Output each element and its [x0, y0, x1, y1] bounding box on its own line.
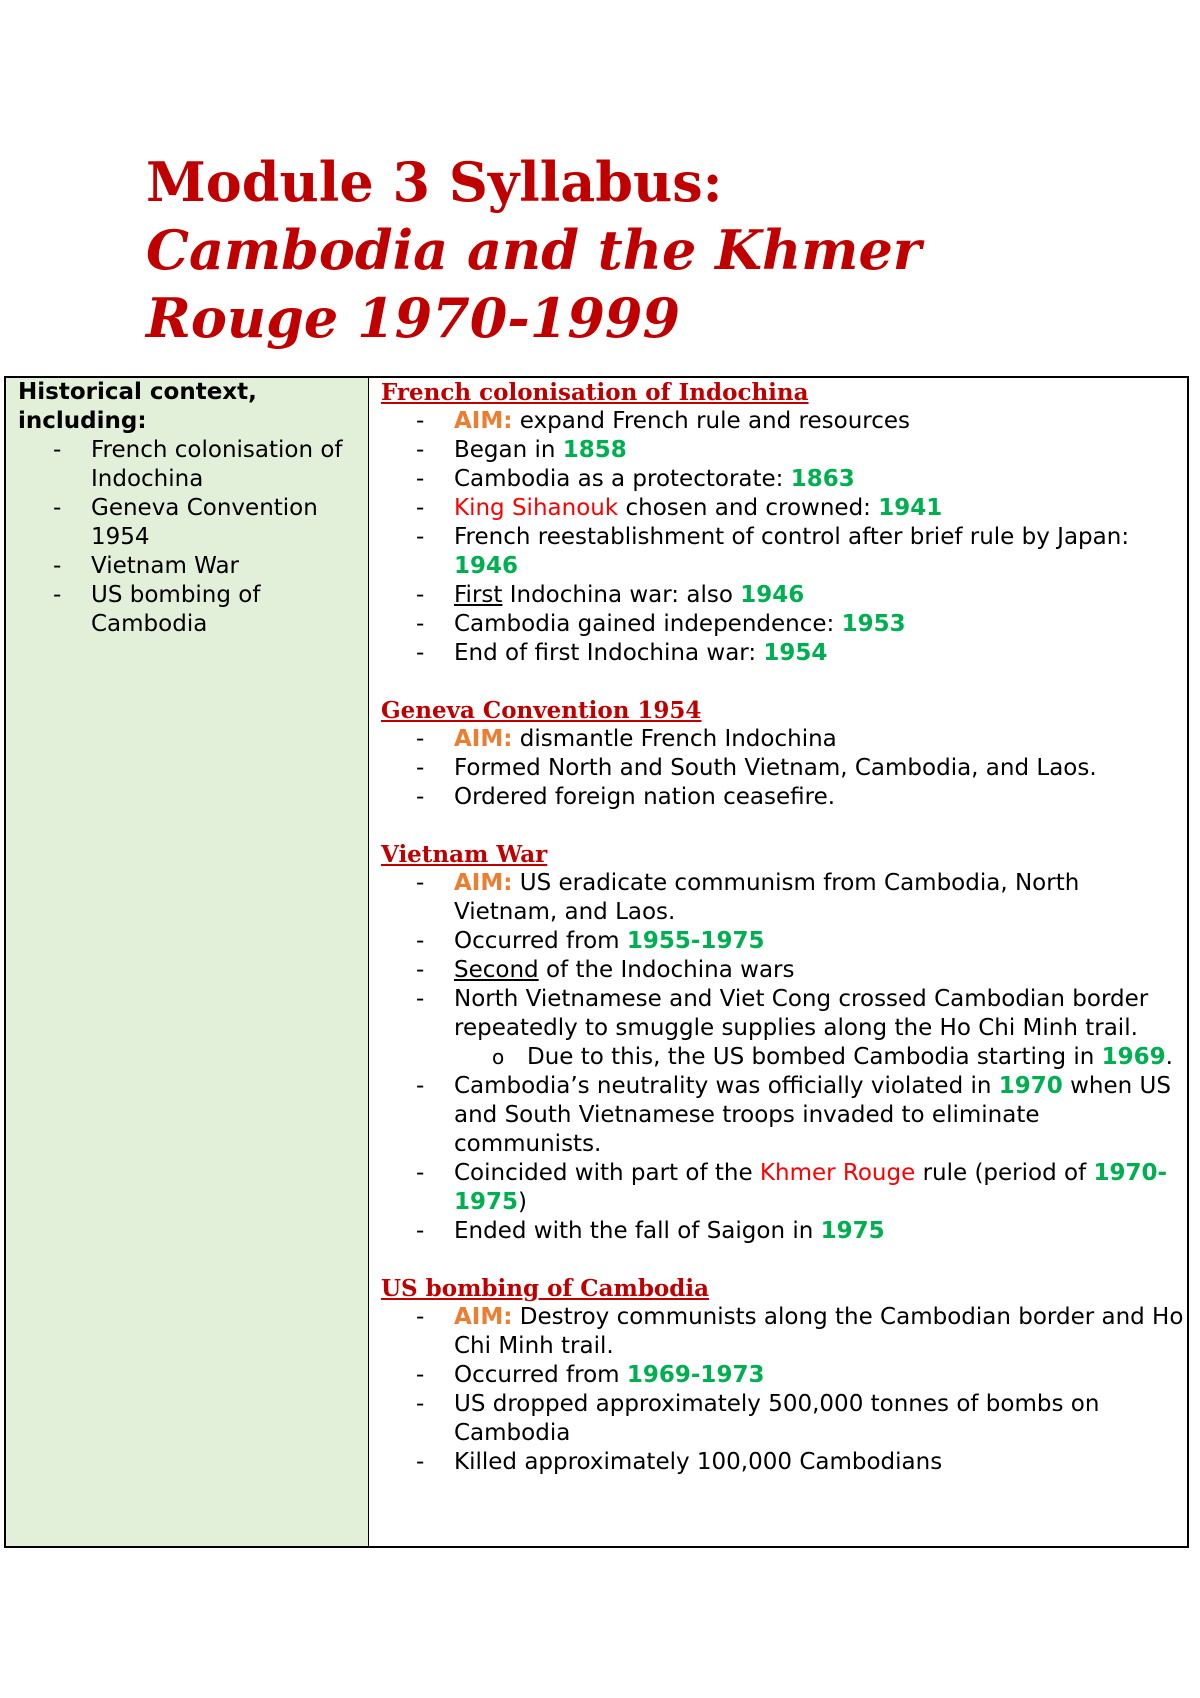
title-line-2: Cambodia and the Khmer: [146, 218, 922, 282]
section-french-colonisation: [381, 378, 1187, 668]
bullet-item: - Second of the Indochina wars: [381, 956, 1187, 985]
bullet-item: - AIM: Destroy communists along the Cambodian border and Ho Chi Minh trail.: [381, 1303, 1187, 1361]
bullet-list: [381, 1303, 1187, 1477]
section-geneva-convention: [381, 696, 1187, 812]
bullet-item: - AIM: dismantle French Indochina: [381, 725, 1187, 754]
bullet-list: [381, 407, 1187, 668]
context-item: - US bombing of Cambodia: [18, 581, 368, 639]
bullet-item: - Cambodia as a protectorate: 1863: [381, 465, 1187, 494]
bullet-item: - Ordered foreign nation ceasefire.: [381, 783, 1187, 812]
bullet-item: - North Vietnamese and Viet Cong crossed Cambodian border repeatedly to smuggle supplies along the Ho Chi Minh trail. o Due to this, the US bombed Cambodia starting in 1969.: [381, 985, 1187, 1072]
bullet-item: - US dropped approximately 500,000 tonnes of bombs on Cambodia: [381, 1390, 1187, 1448]
context-item: - Geneva Convention 1954: [18, 494, 368, 552]
bullet-item: - Ended with the fall of Saigon in 1975: [381, 1217, 1187, 1246]
syllabus-table: [4, 376, 1189, 1548]
context-column: [6, 378, 369, 1546]
bullet-item: - King Sihanouk chosen and crowned: 1941: [381, 494, 1187, 523]
bullet-item: - Formed North and South Vietnam, Cambodia, and Laos.: [381, 754, 1187, 783]
bullet-item: - Began in 1858: [381, 436, 1187, 465]
title-line-3: Rouge 1970-1999: [146, 286, 681, 350]
context-item: - French colonisation of Indochina: [18, 436, 368, 494]
bullet-item: - Coincided with part of the Khmer Rouge rule (period of 1970-1975): [381, 1159, 1187, 1217]
bullet-item: - Killed approximately 100,000 Cambodians: [381, 1448, 1187, 1477]
bullet-list: [381, 869, 1187, 1246]
section-heading: Vietnam War: [381, 841, 548, 868]
context-heading: Historical context, including:: [18, 379, 257, 434]
bullet-item: - End of first Indochina war: 1954: [381, 639, 1187, 668]
bullet-item: - Cambodia gained independence: 1953: [381, 610, 1187, 639]
bullet-item: - First Indochina war: also 1946: [381, 581, 1187, 610]
detail-column: [369, 378, 1187, 1546]
bullet-item: - Occurred from 1955-1975: [381, 927, 1187, 956]
bullet-item: - Cambodia’s neutrality was officially violated in 1970 when US and South Vietnamese troops invaded to eliminate communists.: [381, 1072, 1187, 1159]
section-heading: US bombing of Cambodia: [381, 1275, 709, 1302]
section-vietnam-war: [381, 840, 1187, 1246]
sub-item: o Due to this, the US bombed Cambodia starting in 1969.: [454, 1043, 1187, 1072]
page-title: [146, 148, 921, 352]
section-heading: Geneva Convention 1954: [381, 697, 702, 724]
bullet-item: - AIM: US eradicate communism from Cambodia, North Vietnam, and Laos.: [381, 869, 1187, 927]
section-heading: French colonisation of Indochina: [381, 379, 809, 406]
sub-list: [454, 1043, 1187, 1072]
bullet-item: - French reestablishment of control after brief rule by Japan: 1946: [381, 523, 1187, 581]
bullet-item: - Occurred from 1969-1973: [381, 1361, 1187, 1390]
context-item: - Vietnam War: [18, 552, 368, 581]
title-line-1: Module 3 Syllabus:: [146, 150, 723, 214]
bullet-item: - AIM: expand French rule and resources: [381, 407, 1187, 436]
context-list: [18, 436, 368, 639]
section-us-bombing: [381, 1274, 1187, 1477]
bullet-list: [381, 725, 1187, 812]
